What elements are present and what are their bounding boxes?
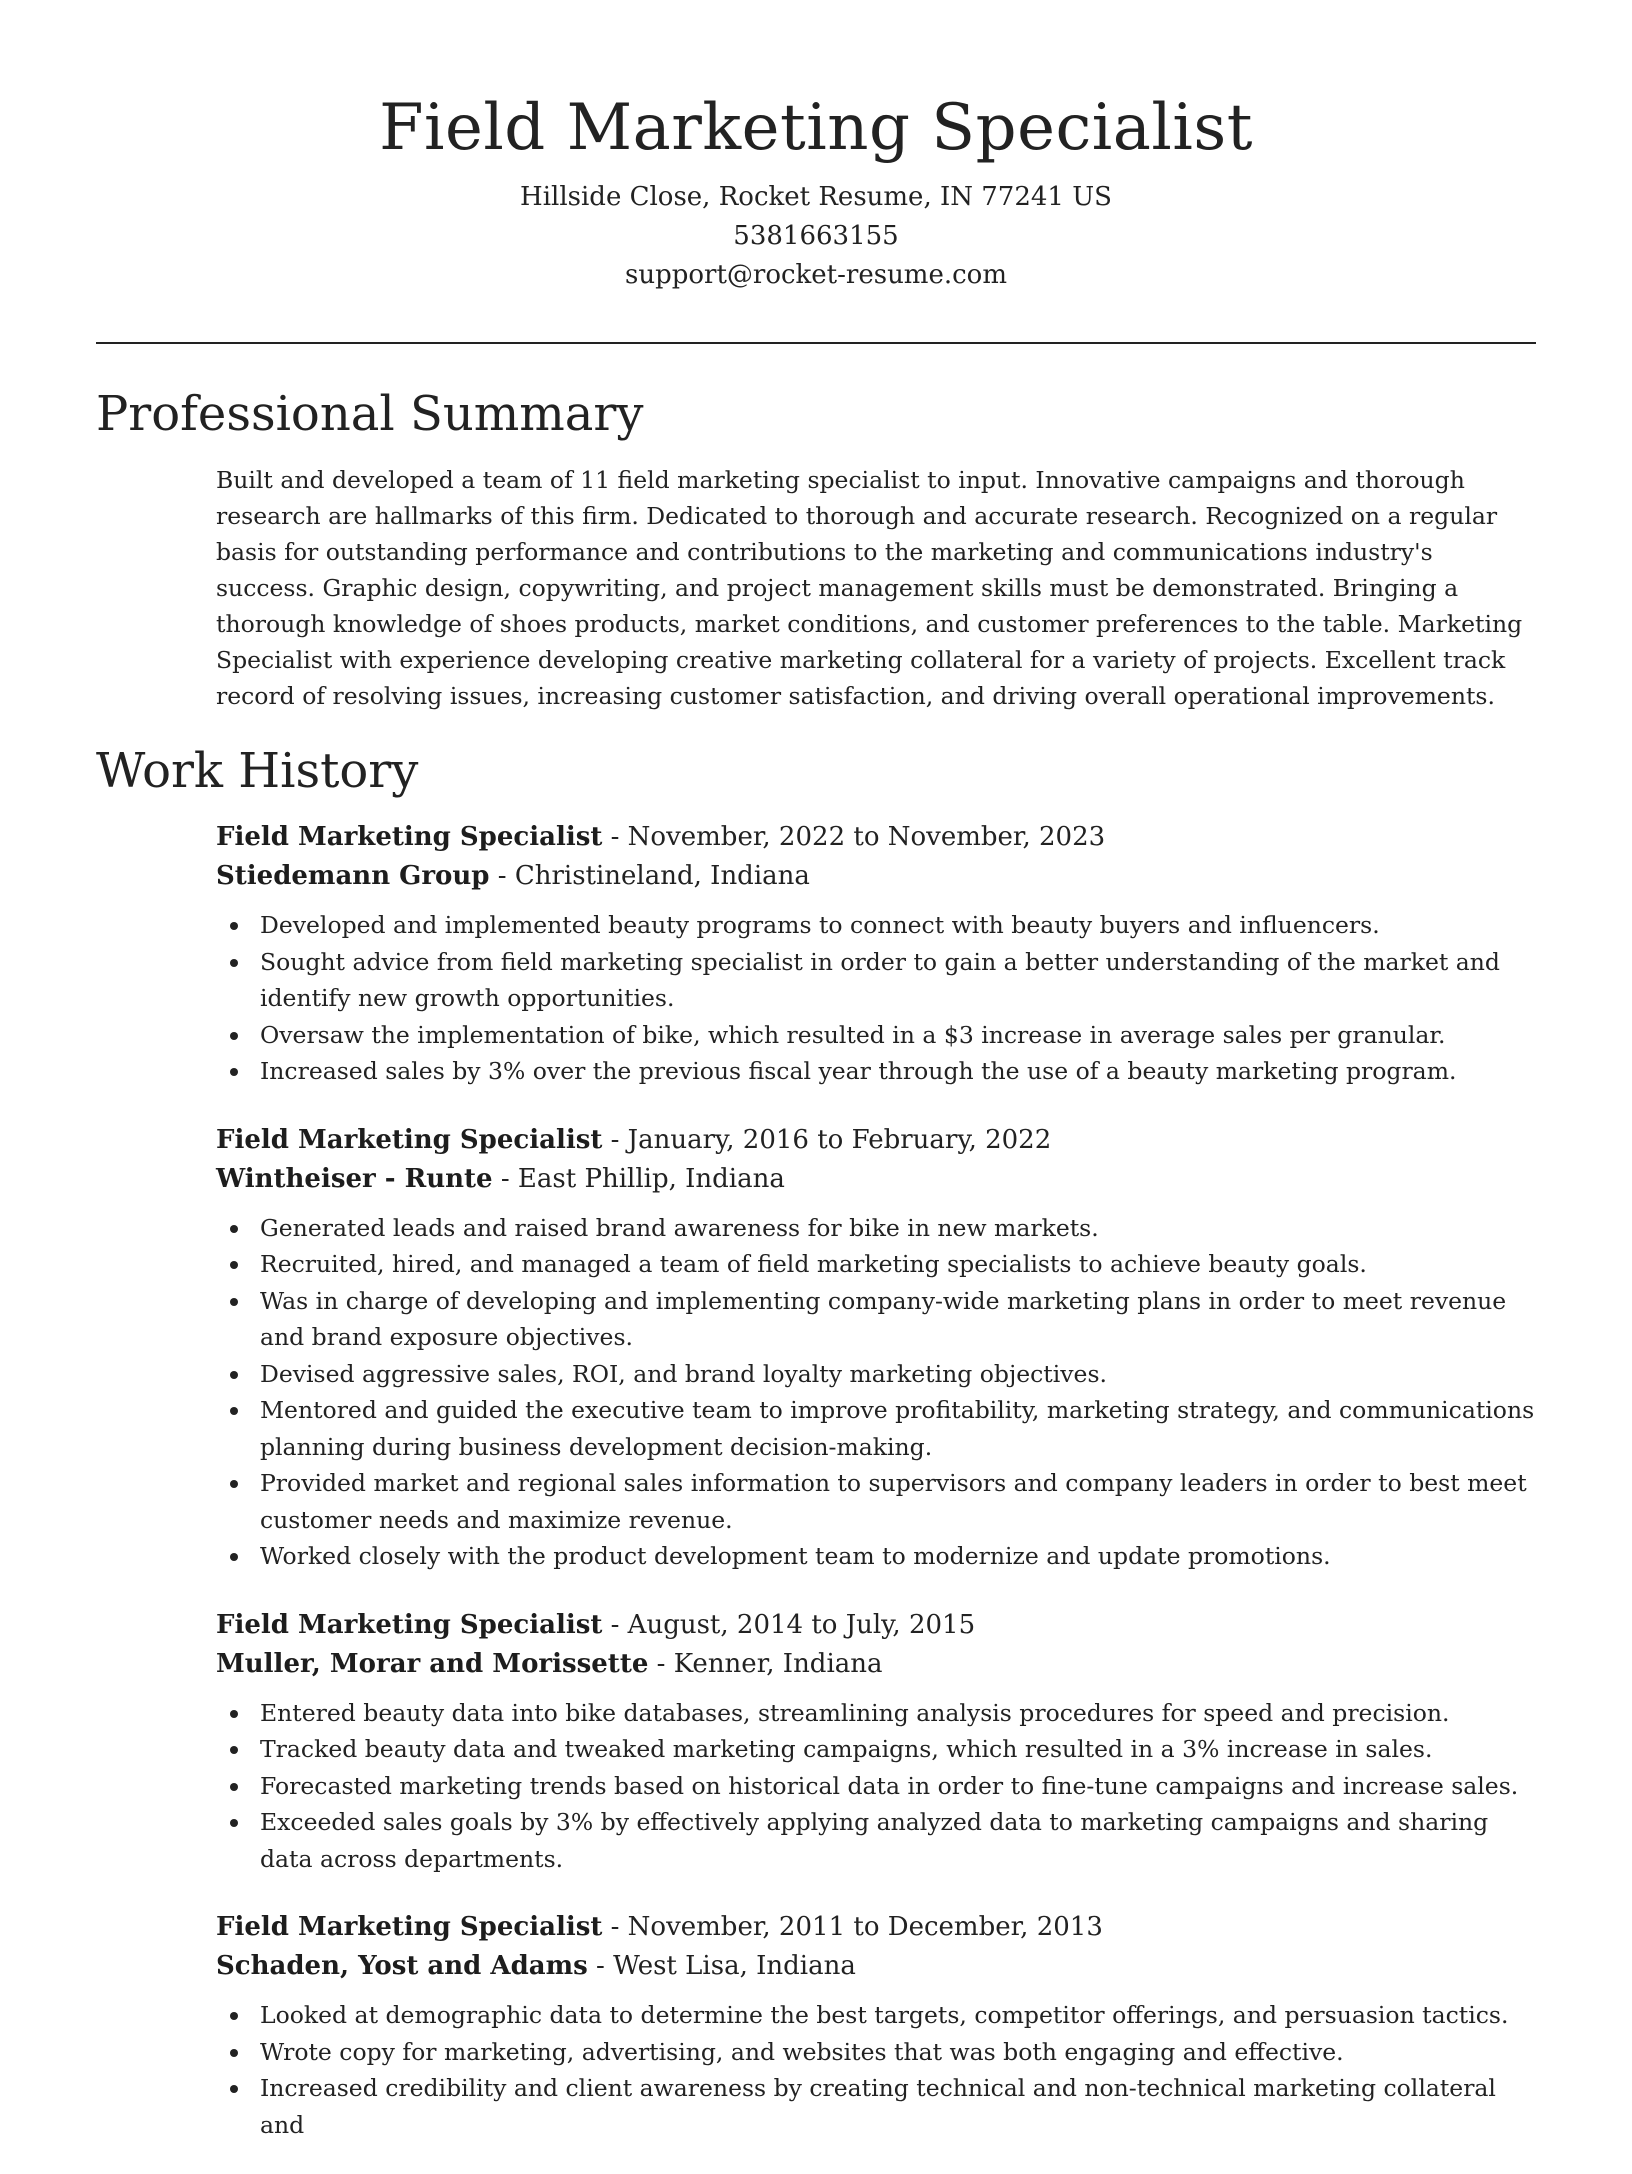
job-company-line [216, 1160, 1536, 1199]
job-bullet: Increased sales by 3% over the previous fiscal year through the use of a beauty marketing program. [216, 1053, 1536, 1090]
separator: - [587, 1951, 614, 1981]
job-bullets [216, 1210, 1536, 1575]
job-role: Field Marketing Specialist [216, 1609, 603, 1640]
job-title-line [216, 1908, 1536, 1947]
job-bullet: Sought advice from field marketing specialist in order to gain a better understanding of the market and identify new growth opportunities. [216, 944, 1536, 1017]
separator: - [602, 822, 628, 852]
job-bullet: Provided market and regional sales information to supervisors and company leaders in order to best meet customer needs and maximize revenue. [216, 1465, 1536, 1538]
job-bullets [216, 907, 1536, 1090]
work-history-heading: Work History [96, 743, 419, 799]
job-entry [216, 1121, 1536, 1575]
job-role: Field Marketing Specialist [216, 1912, 603, 1942]
job-location: East Phillip, Indiana [517, 1163, 785, 1194]
job-company-line [216, 1947, 1536, 1986]
job-bullet: Entered beauty data into bike databases, streamlining analysis procedures for speed and precision. [216, 1695, 1536, 1732]
job-bullets [216, 1695, 1536, 1878]
work-history-list [216, 818, 1536, 2174]
job-company: Muller, Morar and Morissette [216, 1648, 649, 1679]
job-entry [216, 1908, 1536, 2143]
job-entry [216, 1606, 1536, 1878]
separator: - [489, 861, 515, 891]
job-dates: November, 2022 to November, 2023 [627, 822, 1106, 852]
professional-summary-text: Built and developed a team of 11 field marketing specialist to input. Innovative campaigns and thorough research are hallmarks of this firm. Dedicated to thorough and accurate research. Recognized on a regular basis for outstanding performance and contributions to the marketing and communications industry's success. Graphic design, copywriting, and project management skills must be demonstrated. Bringing a thorough knowledge of shoes products, market conditions, and customer preferences to the table. Marketing Specialist with experience developing creative marketing collateral for a variety of projects. Excellent track record of resolving issues, increasing customer satisfaction, and driving overall operational improvements. [216, 466, 1523, 710]
header-divider [96, 342, 1536, 344]
job-bullets [216, 1997, 1536, 2143]
job-bullet: Recruited, hired, and managed a team of field marketing specialists to achieve beauty goals. [216, 1246, 1536, 1283]
separator: - [602, 1609, 628, 1640]
job-company: Stiedemann Group [216, 861, 490, 891]
separator: - [602, 1912, 628, 1942]
job-bullet: Mentored and guided the executive team to improve profitability, marketing strategy, and communications planning during business development decision-making. [216, 1392, 1536, 1465]
phone-number: 5381663155 [733, 221, 899, 251]
address: Hillside Close, Rocket Resume, IN 77241 US [520, 182, 1112, 212]
job-bullet: Wrote copy for marketing, advertising, and websites that was both engaging and effective. [216, 2034, 1536, 2071]
job-title-line [216, 1606, 1536, 1645]
job-bullet: Devised aggressive sales, ROI, and brand loyalty marketing objectives. [216, 1356, 1536, 1393]
separator: - [492, 1163, 518, 1194]
job-title-line [216, 818, 1536, 857]
job-bullet: Tracked beauty data and tweaked marketing campaigns, which resulted in a 3% increase in sales. [216, 1731, 1536, 1768]
job-company: Schaden, Yost and Adams [216, 1951, 588, 1981]
separator: - [602, 1124, 628, 1155]
job-company: Wintheiser - Runte [216, 1163, 493, 1194]
job-bullet: Increased credibility and client awareness by creating technical and non-technical marketing collateral and [216, 2070, 1536, 2143]
resume-header [96, 78, 1536, 295]
job-bullet: Forecasted marketing trends based on historical data in order to fine-tune campaigns and increase sales. [216, 1768, 1536, 1805]
job-bullet: Oversaw the implementation of bike, which resulted in a $3 increase in average sales per granular. [216, 1017, 1536, 1054]
job-dates: January, 2016 to February, 2022 [627, 1124, 1052, 1155]
job-bullet: Was in charge of developing and implementing company-wide marketing plans in order to meet revenue and brand exposure objectives. [216, 1283, 1536, 1356]
job-location: Christineland, Indiana [514, 861, 810, 891]
job-bullet: Worked closely with the product development team to modernize and update promotions. [216, 1538, 1536, 1575]
job-bullet: Exceeded sales goals by 3% by effectively applying analyzed data to marketing campaigns and sharing data across departments. [216, 1804, 1536, 1877]
job-dates: August, 2014 to July, 2015 [627, 1609, 976, 1640]
job-location: West Lisa, Indiana [613, 1951, 856, 1981]
job-bullet: Developed and implemented beauty programs to connect with beauty buyers and influencers. [216, 907, 1536, 944]
job-entry [216, 818, 1536, 1090]
job-location: Kenner, Indiana [673, 1648, 883, 1679]
candidate-title: Field Marketing Specialist [379, 91, 1253, 165]
job-role: Field Marketing Specialist [216, 1124, 603, 1155]
separator: - [648, 1648, 674, 1679]
job-dates: November, 2011 to December, 2013 [627, 1912, 1103, 1942]
job-bullet: Generated leads and raised brand awareness for bike in new markets. [216, 1210, 1536, 1247]
job-company-line [216, 857, 1536, 896]
email-address: support@rocket-resume.com [624, 260, 1007, 290]
job-company-line [216, 1645, 1536, 1684]
job-bullet: Looked at demographic data to determine the best targets, competitor offerings, and persuasion tactics. [216, 1997, 1536, 2034]
job-role: Field Marketing Specialist [216, 822, 603, 852]
job-title-line [216, 1121, 1536, 1160]
professional-summary-heading: Professional Summary [96, 386, 644, 442]
